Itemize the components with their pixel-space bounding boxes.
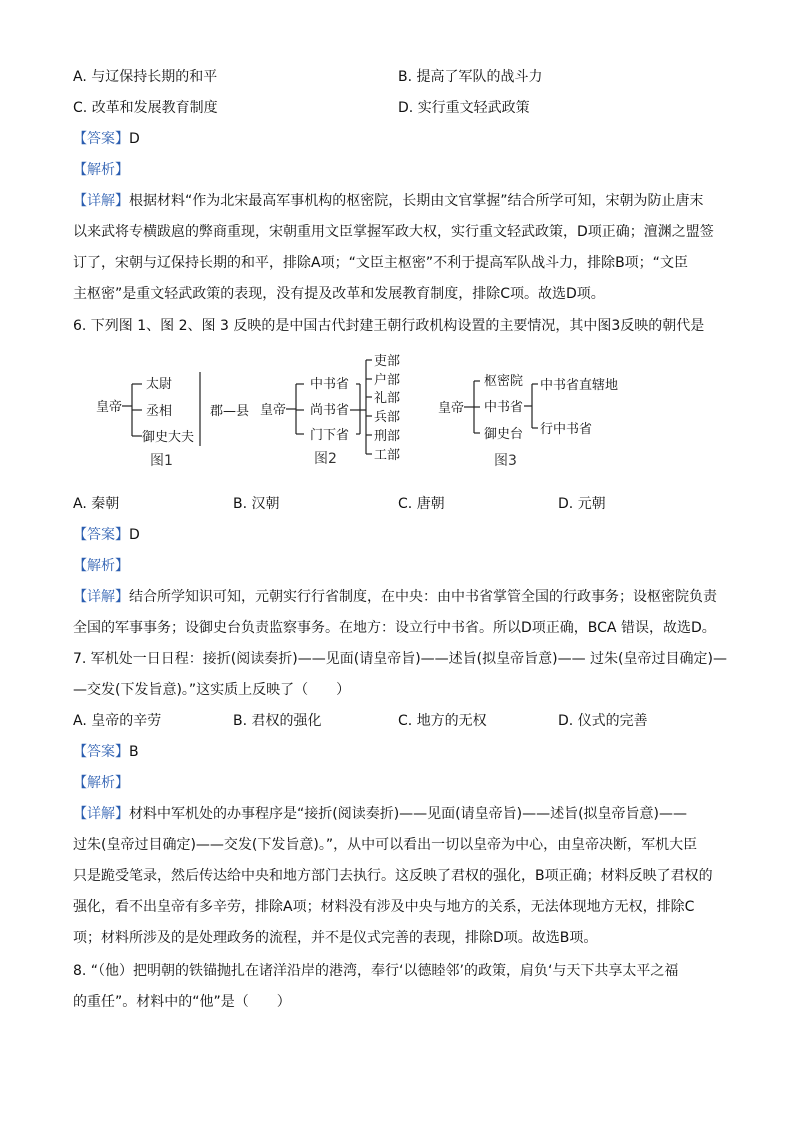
q8-stem-line: 8. “（他）把明朝的铁锚抛扎在诸洋沿岸的港湾，奉行‘以德睦邻’的政策，肩负‘与天下共享太平之福 bbox=[73, 963, 679, 979]
q6-diagram bbox=[0, 350, 794, 480]
q6-option-c: C. 唐朝 bbox=[398, 496, 445, 512]
fig1-county: 郡—县 bbox=[210, 404, 250, 419]
q6-answer: 【答案】D bbox=[73, 527, 140, 543]
fig3-item: 御史台 bbox=[484, 427, 524, 442]
q5-detail-line: 订了，宋朝与辽保持长期的和平，排除A项；“文臣主枢密”不利于提高军队战斗力，排除B项；“文臣 bbox=[73, 255, 688, 271]
q7-option-c: C. 地方的无权 bbox=[398, 713, 487, 729]
figure-1 bbox=[96, 372, 249, 469]
fig2-dept: 吏部 bbox=[374, 354, 401, 369]
fig3-sub: 行中书省 bbox=[540, 422, 593, 437]
q7-stem-line: 7. 军机处一日日程：接折(阅读奏折)——见面(请皇帝旨)——述旨(拟皇帝旨意)—— 过朱(皇帝过目确定)— bbox=[73, 651, 727, 667]
q7-detail-line: 只是跪受笔录，然后传达给中央和地方部门去执行。这反映了君权的强化，B项正确；材料反映了君权的 bbox=[73, 868, 713, 884]
fig2-item: 中书省 bbox=[310, 377, 350, 392]
figure-2 bbox=[260, 353, 400, 467]
fig1-emperor: 皇帝 bbox=[96, 400, 123, 415]
q7-detail-line: 项；材料所涉及的是处理政务的流程，并不是仪式完善的表现，排除D项。故选B项。 bbox=[73, 930, 598, 946]
q5-detail-line: 主枢密”是重文轻武政策的表现，没有提及改革和发展教育制度，排除C项。故选D项。 bbox=[73, 286, 605, 302]
q6-analysis-label: 【解析】 bbox=[73, 558, 129, 574]
fig3-emperor: 皇帝 bbox=[438, 401, 465, 416]
fig2-item: 门下省 bbox=[310, 428, 350, 443]
q5-option-a: A. 与辽保持长期的和平 bbox=[73, 69, 218, 85]
q7-detail-line: 强化，看不出皇帝有多辛劳，排除A项；材料没有涉及中央与地方的关系，无法体现地方无权，排除C bbox=[73, 899, 695, 915]
fig3-sub: 中书省直辖地 bbox=[540, 378, 619, 393]
q5-option-b: B. 提高了军队的战斗力 bbox=[398, 69, 543, 85]
q5-detail-line: 【详解】根据材料“作为北宋最高军事机构的枢密院，长期由文官掌握”结合所学可知，宋朝为防止唐末 bbox=[73, 193, 704, 209]
fig2-dept: 工部 bbox=[374, 448, 401, 463]
fig2-emperor: 皇帝 bbox=[260, 403, 287, 418]
q6-option-d: D. 元朝 bbox=[558, 496, 606, 512]
fig3-caption: 图3 bbox=[494, 453, 517, 469]
fig2-dept: 户部 bbox=[374, 373, 401, 388]
q6-stem: 6. 下列图 1、图 2、图 3 反映的是中国古代封建王朝行政机构设置的主要情况，其中图3反映的朝代是 bbox=[73, 318, 705, 334]
q5-answer: 【答案】D bbox=[73, 131, 140, 147]
fig3-item: 枢密院 bbox=[484, 374, 524, 389]
figure-3 bbox=[438, 373, 618, 469]
q5-analysis-label: 【解析】 bbox=[73, 162, 129, 178]
q7-detail-line: 【详解】材料中军机处的办事程序是“接折(阅读奏折)——见面(请皇帝旨)——述旨(拟皇帝旨意)—— bbox=[73, 806, 688, 822]
q6-detail-line: 【详解】结合所学知识可知，元朝实行行省制度，在中央：由中书省掌管全国的行政事务；设枢密院负责 bbox=[73, 589, 717, 605]
q6-detail-line: 全国的军事事务；设御史台负责监察事务。在地方：设立行中书省。所以D项正确，BCA 错误，故选D。 bbox=[73, 620, 716, 636]
fig2-item: 尚书省 bbox=[310, 403, 350, 418]
fig1-item: 御史大夫 bbox=[142, 430, 195, 445]
fig2-dept: 礼部 bbox=[374, 391, 401, 406]
q7-option-a: A. 皇帝的辛劳 bbox=[73, 713, 162, 729]
q8-stem-line: 的重任”。材料中的“他”是（ ） bbox=[73, 994, 291, 1010]
q7-option-d: D. 仪式的完善 bbox=[558, 713, 648, 729]
fig2-caption: 图2 bbox=[314, 451, 337, 467]
fig1-caption: 图1 bbox=[150, 453, 173, 469]
q7-option-b: B. 君权的强化 bbox=[233, 713, 322, 729]
fig1-item: 丞相 bbox=[146, 404, 173, 419]
q5-detail-line: 以来武将专横跋扈的弊商重现，宋朝重用文臣掌握军政大权，实行重文轻武政策，D项正确；澶渊之盟签 bbox=[73, 224, 714, 240]
q7-answer: 【答案】B bbox=[73, 744, 139, 760]
q7-stem-line: —交发(下发旨意)。”这实质上反映了（ ） bbox=[73, 682, 351, 698]
q5-option-c: C. 改革和发展教育制度 bbox=[73, 100, 218, 116]
q7-detail-line: 过朱(皇帝过目确定)——交发(下发旨意)。”，从中可以看出一切以皇帝为中心，由皇帝决断，军机大臣 bbox=[73, 837, 698, 853]
q7-analysis-label: 【解析】 bbox=[73, 775, 129, 791]
fig2-dept: 兵部 bbox=[374, 410, 401, 425]
fig2-dept: 刑部 bbox=[374, 429, 401, 444]
fig3-item: 中书省 bbox=[484, 400, 524, 415]
fig1-item: 太尉 bbox=[146, 377, 173, 392]
q6-option-b: B. 汉朝 bbox=[233, 496, 280, 512]
q6-option-a: A. 秦朝 bbox=[73, 496, 120, 512]
q5-option-d: D. 实行重文轻武政策 bbox=[398, 100, 530, 116]
